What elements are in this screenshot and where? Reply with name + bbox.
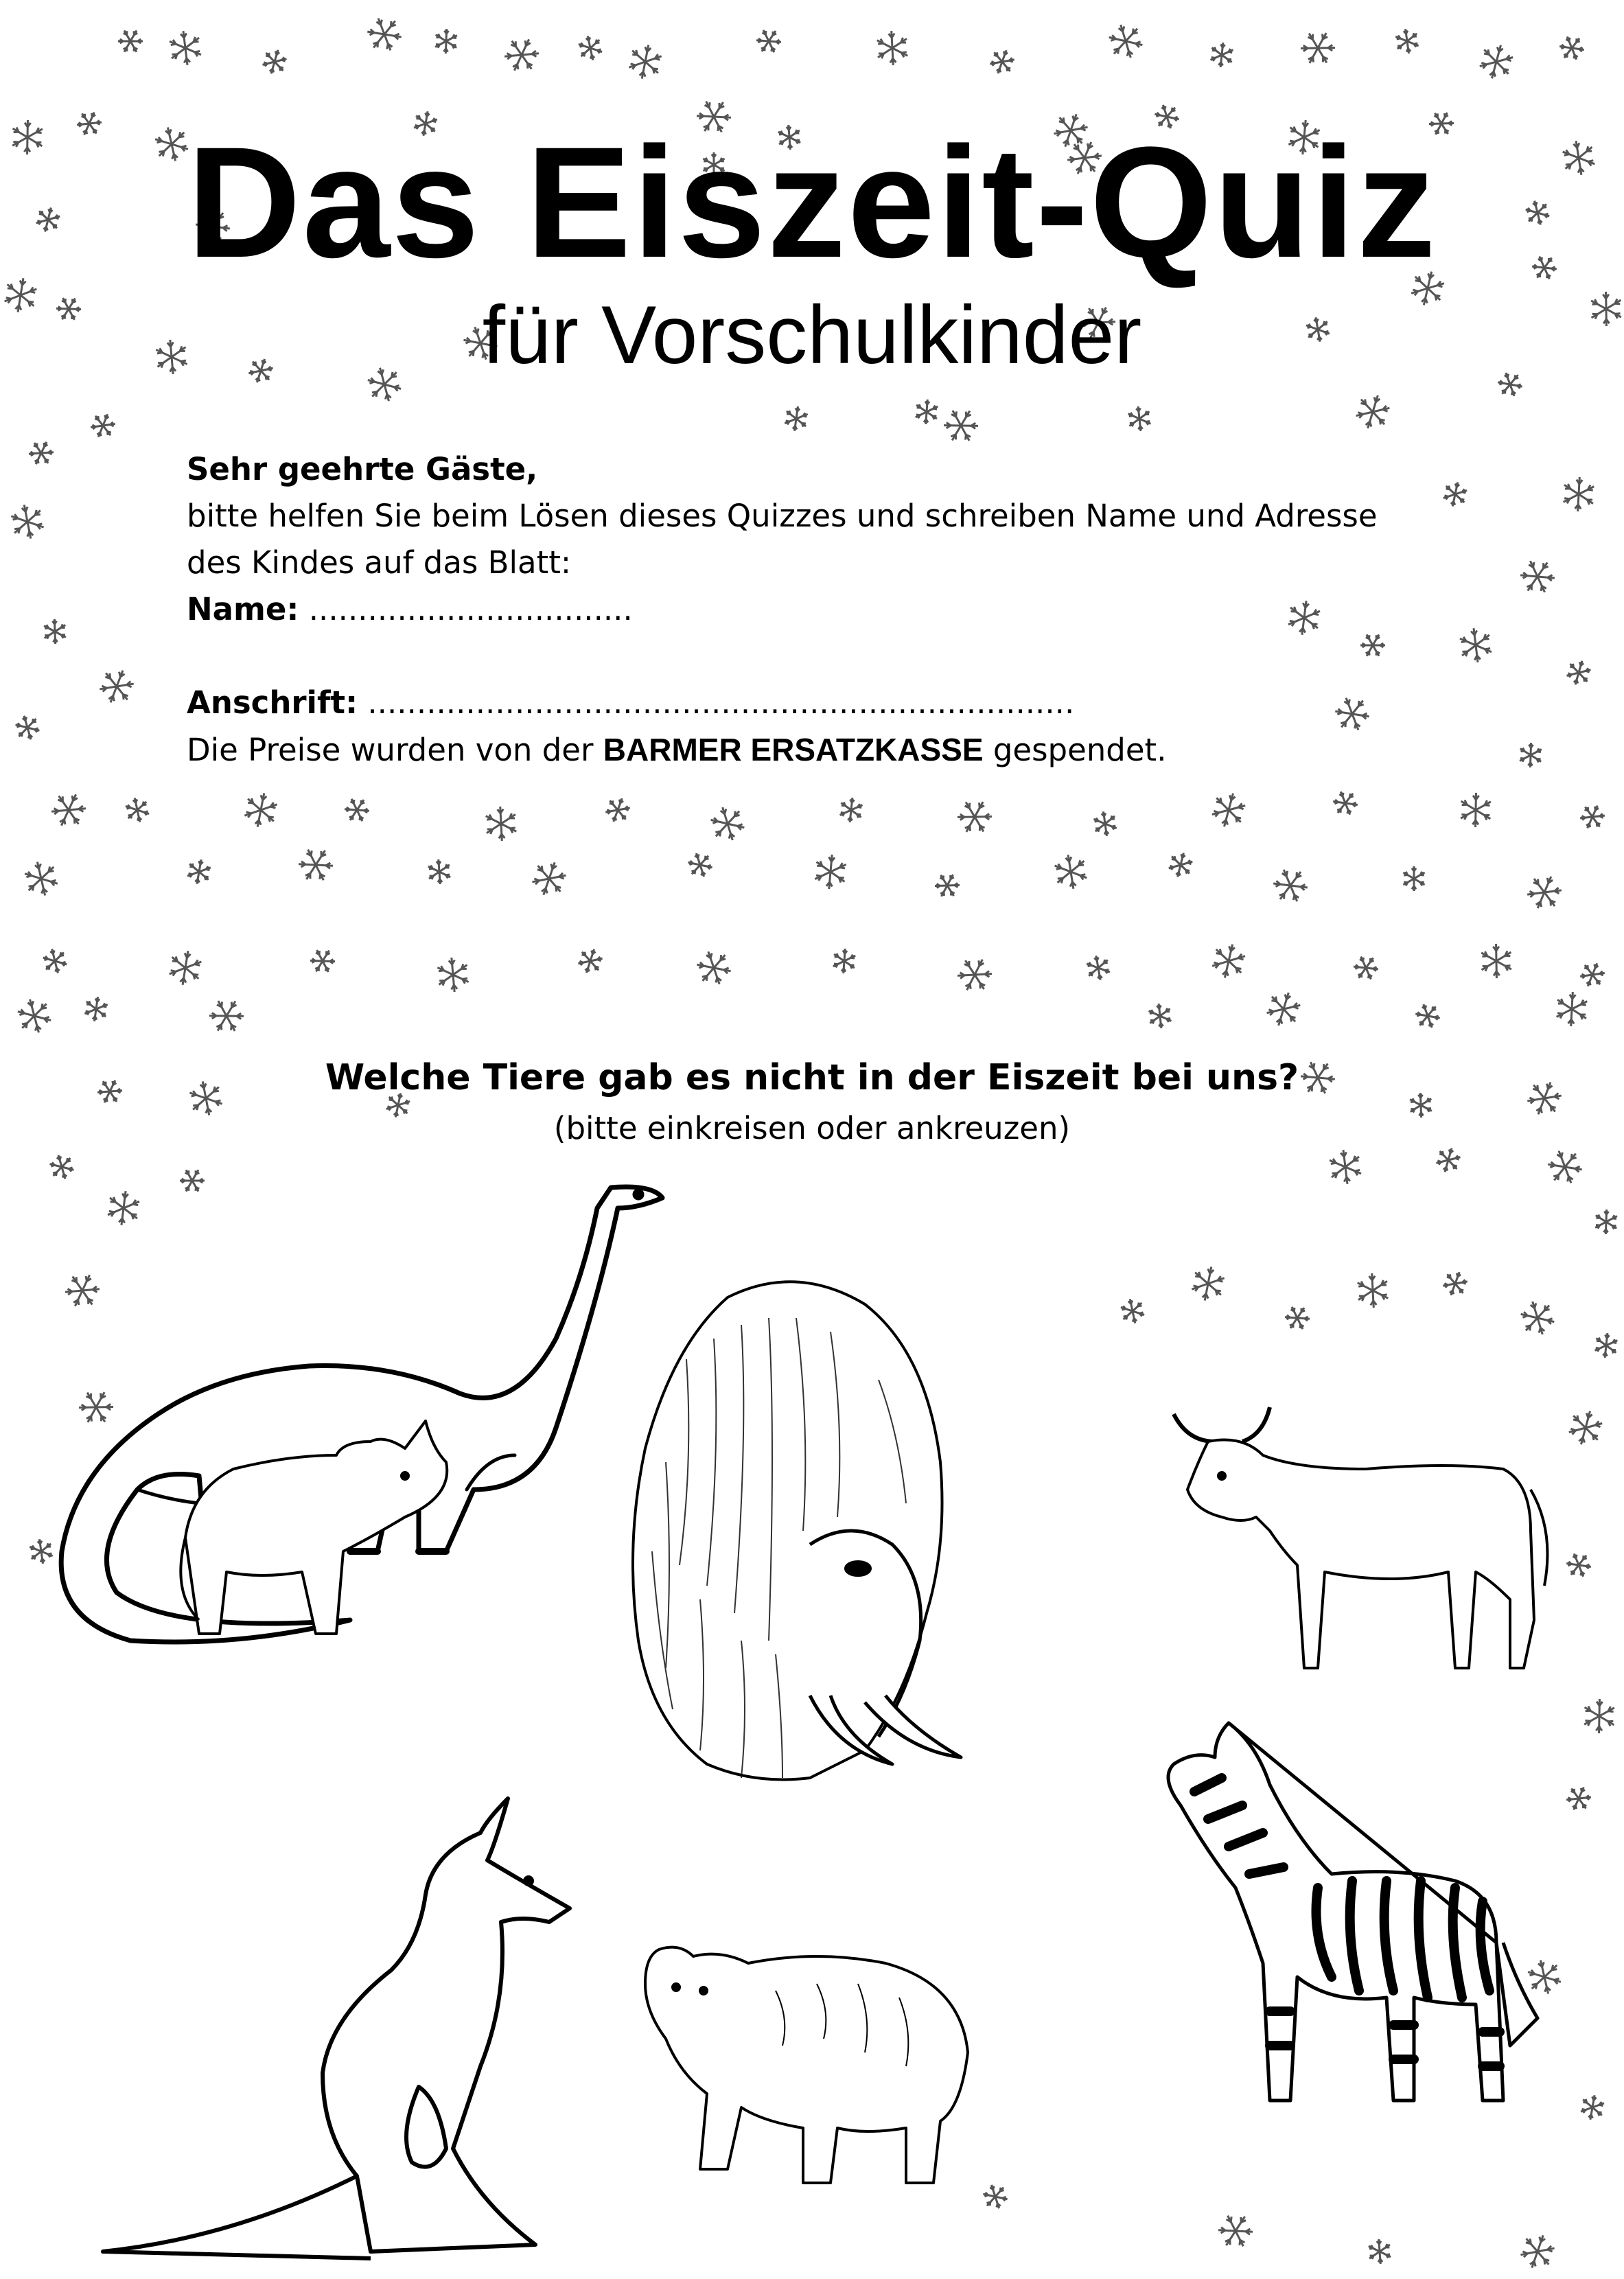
snowflake-icon	[1514, 739, 1546, 771]
zebra-illustration[interactable]	[1153, 1716, 1538, 2128]
snowflake-icon	[1164, 848, 1197, 881]
snowflake-icon	[344, 798, 370, 822]
address-row	[187, 680, 1491, 726]
snowflake-icon	[1083, 953, 1114, 982]
page-title: Das Eiszeit-Quiz	[187, 114, 1437, 290]
snowflake-icon	[1332, 791, 1359, 815]
snowflake-icon	[1218, 2215, 1253, 2247]
address-label: Anschrift:	[187, 684, 358, 721]
intro-line-2: des Kindes auf das Blatt:	[187, 544, 572, 581]
snowflake-icon	[1398, 863, 1430, 894]
snowflake-icon	[310, 950, 335, 972]
snowflake-icon	[574, 945, 606, 977]
snowflake-icon	[944, 410, 979, 441]
snowflake-icon	[479, 802, 523, 844]
intro-block	[187, 446, 1491, 774]
snowflake-icon	[694, 950, 733, 986]
snowflake-icon	[1117, 1297, 1148, 1326]
snowflake-icon	[25, 437, 57, 469]
snowflake-icon	[1297, 25, 1340, 70]
snowflake-icon	[953, 794, 997, 839]
bear-illustration[interactable]	[638, 1936, 982, 2197]
snowflake-icon	[122, 796, 152, 824]
snowflake-icon	[1284, 1306, 1310, 1330]
snowflake-icon	[1577, 958, 1609, 991]
intro-line-1: bitte helfen Sie beim Lösen dieses Quizzes und schreiben Name und Adresse	[187, 498, 1378, 534]
snowflake-icon	[986, 45, 1018, 78]
snowflake-icon	[1565, 1553, 1592, 1577]
snowflake-icon	[1206, 938, 1251, 984]
snowflake-icon	[1352, 956, 1379, 980]
snowflake-icon	[981, 2184, 1010, 2210]
snowflake-icon	[1089, 809, 1120, 838]
snowflake-icon	[931, 869, 963, 901]
kangaroo-illustration[interactable]	[96, 1792, 590, 2265]
snowflake-icon	[1439, 1267, 1471, 1300]
snowflake-icon	[1590, 1330, 1622, 1361]
address-blank: ........................................................................	[367, 684, 1075, 721]
snowflake-icon	[118, 30, 143, 51]
greeting: Sehr geehrte Gäste,	[187, 451, 538, 487]
snowflake-icon	[1577, 800, 1608, 833]
snowflake-icon	[238, 787, 283, 833]
snowflake-icon	[1562, 656, 1594, 689]
snowflake-icon	[80, 993, 113, 1026]
snowflake-icon	[1106, 23, 1146, 60]
snowflake-icon	[298, 849, 334, 881]
snowflake-icon	[686, 852, 715, 878]
snowflake-icon	[21, 859, 62, 898]
wolf-illustration[interactable]	[178, 1414, 467, 1641]
mammoth-illustration[interactable]	[604, 1256, 988, 1798]
snowflake-icon	[500, 32, 544, 78]
prizes-line	[187, 726, 1491, 774]
snowflake-icon	[1577, 1695, 1621, 1738]
snowflake-icon	[623, 39, 668, 84]
snowflake-icon	[1124, 404, 1155, 433]
snowflake-icon	[808, 850, 853, 894]
quiz-question: Welche Tiere gab es nicht in der Eiszeit bei uns?	[325, 1057, 1299, 1098]
snowflake-icon	[756, 30, 782, 53]
snowflake-icon	[1546, 1150, 1584, 1185]
snowflake-icon	[1206, 787, 1251, 833]
snowflake-icon	[1414, 1004, 1442, 1029]
snowflake-icon	[601, 794, 634, 826]
snowflake-icon	[1563, 1405, 1608, 1450]
prizes-text: Die Preise wurden von der	[187, 732, 594, 768]
sponsor-name: BARMER ERSATZKASSE	[603, 732, 984, 767]
snowflake-icon	[47, 787, 91, 833]
snowflake-icon	[430, 25, 462, 57]
snowflake-icon	[1261, 986, 1306, 1032]
snowflake-icon	[1576, 2091, 1609, 2123]
snowflake-icon	[828, 945, 860, 977]
snowflake-icon	[575, 34, 605, 62]
snowflake-icon	[835, 794, 867, 826]
snowflake-icon	[1474, 940, 1519, 982]
snowflake-icon	[1519, 560, 1556, 593]
snowflake-icon	[164, 27, 207, 68]
snowflake-icon	[1324, 1146, 1367, 1187]
snowflake-icon	[1515, 2229, 1560, 2274]
snowflake-icon	[183, 855, 216, 888]
snowflake-icon	[431, 954, 475, 995]
name-blank: .................................	[308, 591, 633, 627]
snowflake-icon	[209, 1001, 244, 1031]
snowflake-icon	[708, 805, 747, 842]
snowflake-icon	[1453, 789, 1498, 832]
snowflake-icon	[1518, 1299, 1557, 1337]
snowflake-icon	[1351, 1269, 1395, 1311]
name-label: Name:	[187, 591, 299, 627]
snowflake-icon	[1185, 1261, 1231, 1306]
name-row	[187, 586, 1491, 633]
snowflake-icon	[365, 17, 404, 52]
snowflake-icon	[163, 945, 208, 990]
snowflake-icon	[910, 396, 942, 428]
snowflake-icon	[1549, 987, 1594, 1031]
snowflake-icon	[1272, 868, 1310, 902]
snowflake-icon	[1558, 36, 1586, 60]
snowflake-icon	[6, 502, 48, 541]
snowflake-icon	[1563, 1782, 1594, 1814]
snowflake-icon	[1144, 1001, 1176, 1030]
snowflake-icon	[1474, 39, 1519, 84]
snowflake-icon	[14, 997, 55, 1035]
snowflake-icon	[1556, 472, 1601, 516]
snowflake-icon	[13, 715, 42, 741]
prizes-end: gespendet.	[993, 732, 1167, 768]
snowflake-icon	[870, 27, 914, 69]
snowflake-icon	[40, 947, 69, 975]
snowflake-icon	[1364, 2236, 1395, 2267]
snowflake-icon	[1391, 27, 1422, 56]
snowflake-icon	[1590, 1206, 1622, 1238]
snowflake-icon	[1205, 39, 1238, 71]
snowflake-icon	[526, 856, 572, 901]
bull-illustration[interactable]	[1160, 1393, 1565, 1689]
snowflake-icon	[424, 857, 455, 887]
page-subtitle: für Vorschulkinder	[482, 289, 1142, 381]
snowflake-icon	[1049, 852, 1092, 892]
snowflake-icon	[1350, 389, 1395, 435]
snowflake-icon	[258, 45, 290, 78]
snowflake-icon	[1522, 870, 1567, 915]
snowflake-icon	[87, 409, 119, 442]
snowflake-icon	[94, 664, 139, 709]
snowflake-icon	[953, 952, 997, 997]
snowflake-icon	[780, 403, 813, 435]
snowflake-icon	[39, 616, 71, 647]
quiz-hint: (bitte einkreisen oder ankreuzen)	[553, 1110, 1071, 1146]
